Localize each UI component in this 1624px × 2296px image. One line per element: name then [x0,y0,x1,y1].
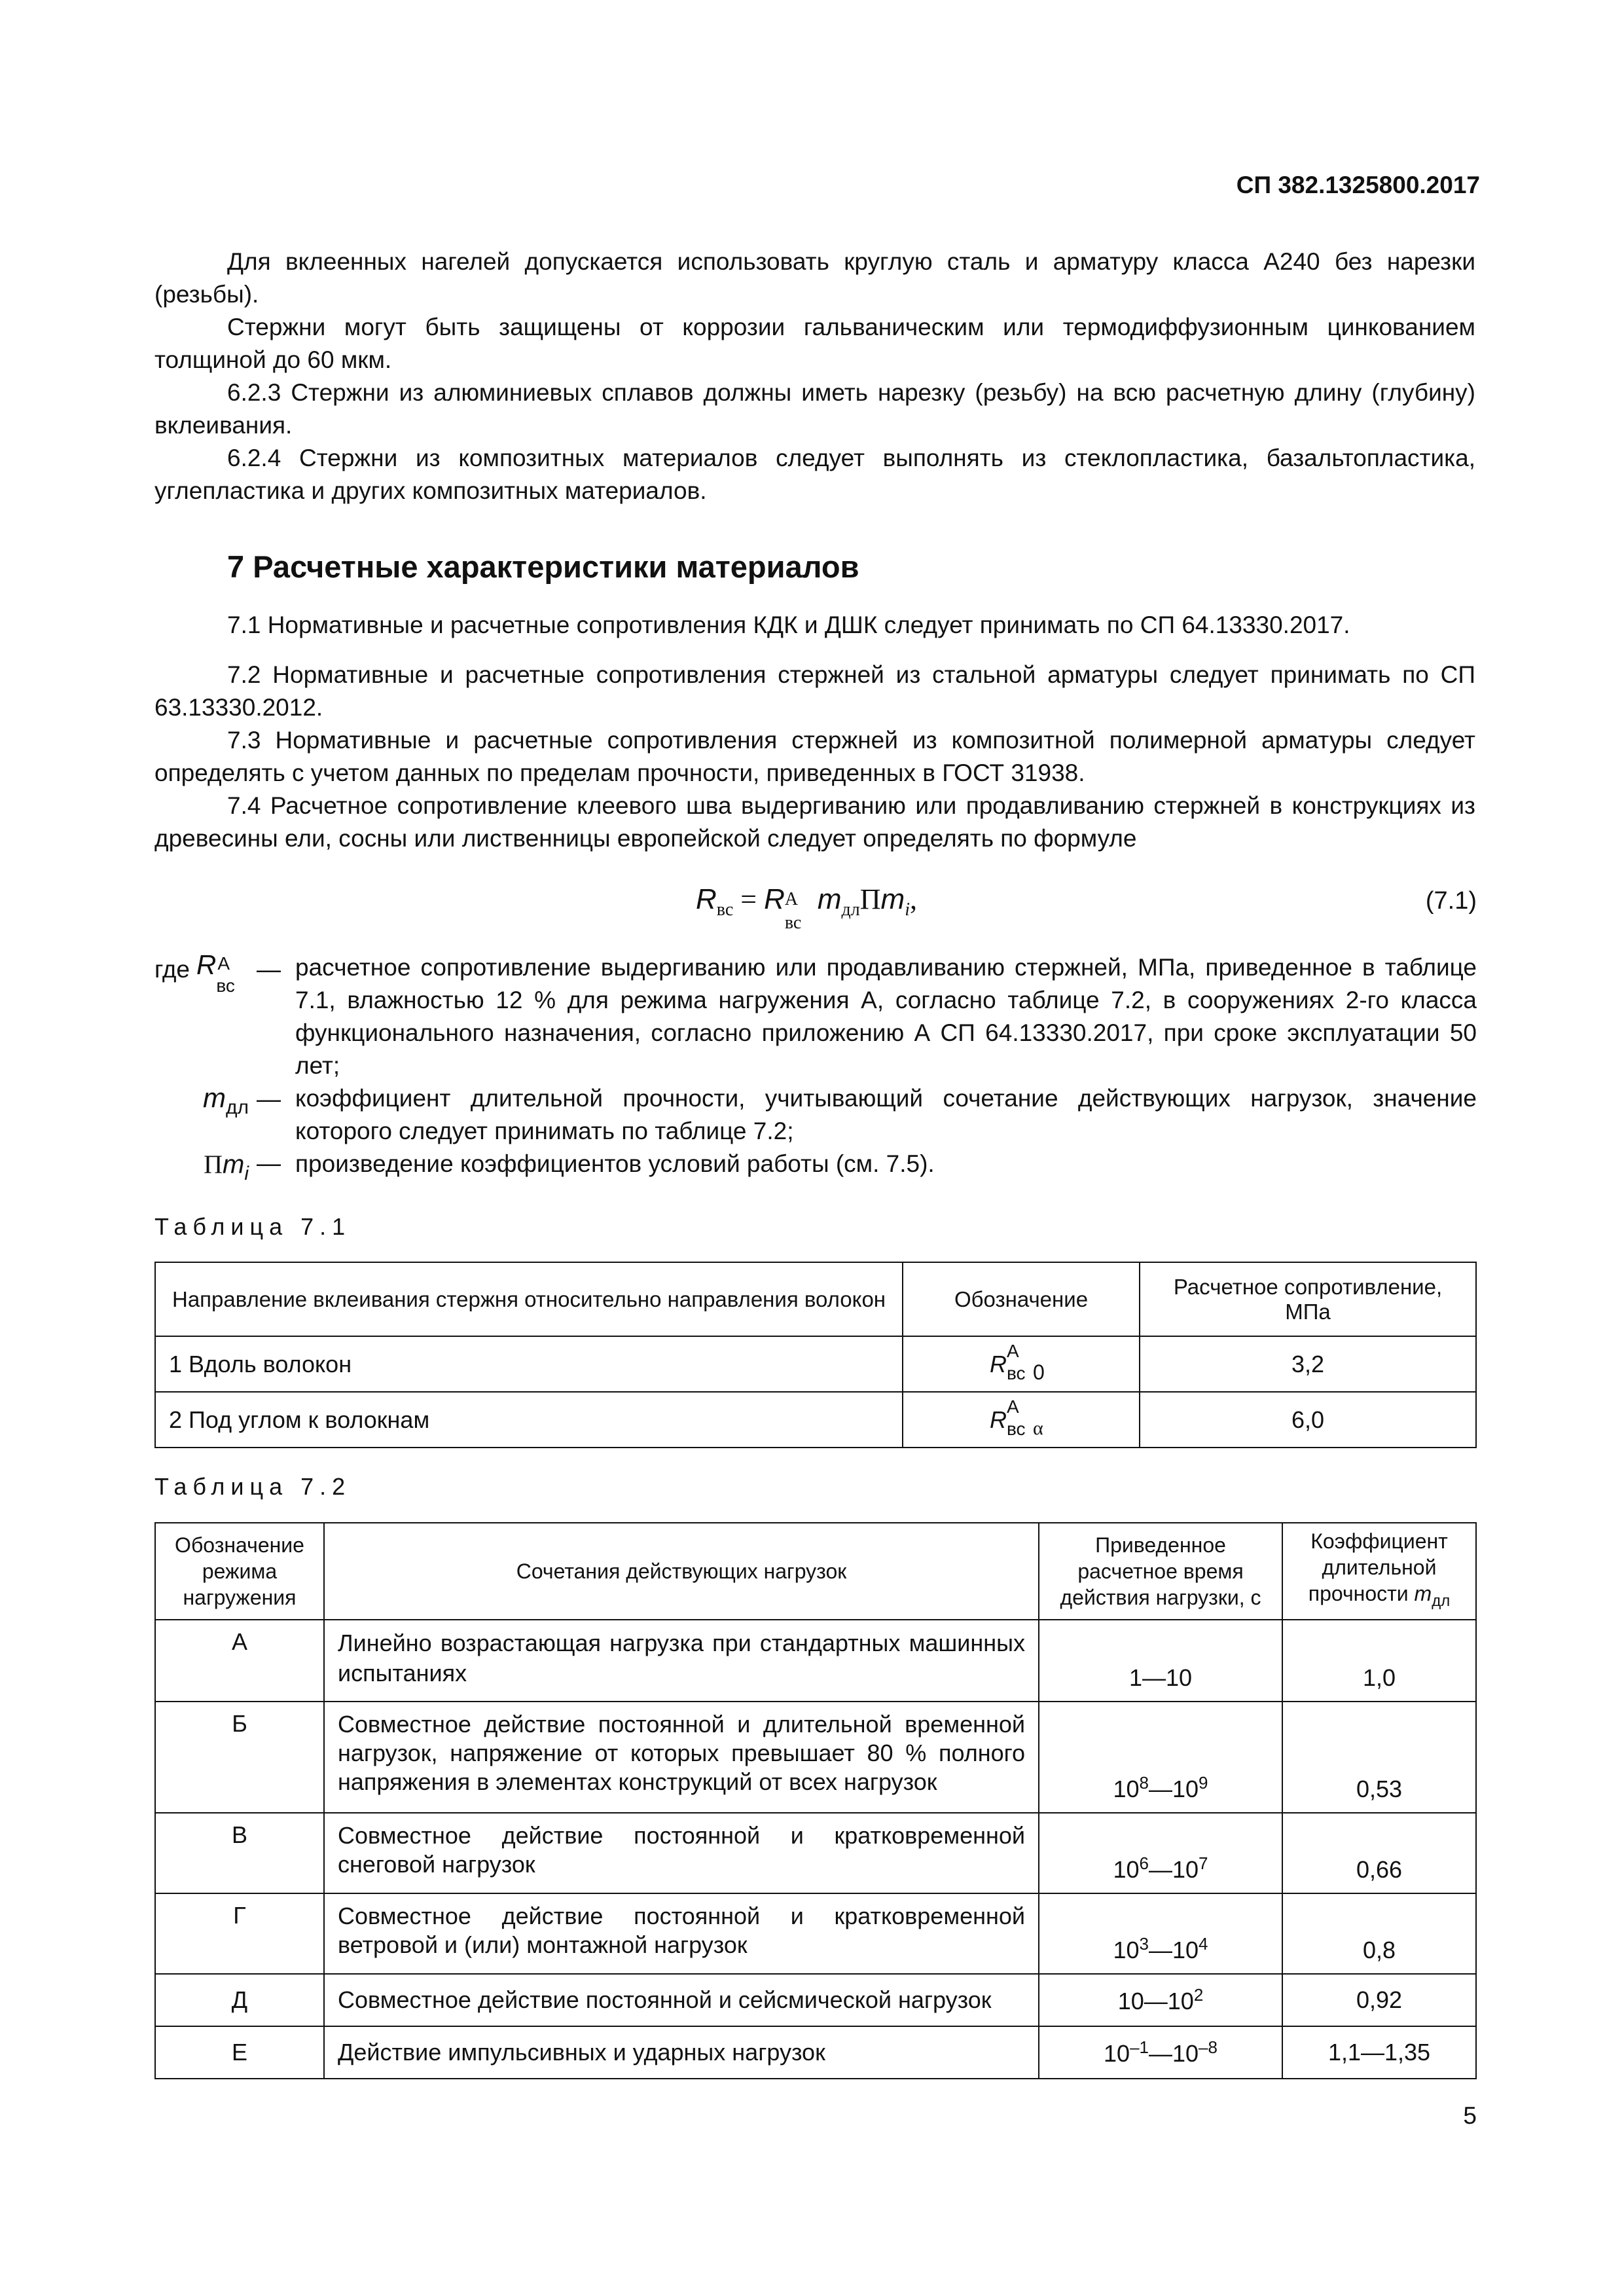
table-7-1 [154,1262,1477,1448]
table-7-2-header-time: Приведенное расчетное время действия нагрузки, с [1039,1523,1282,1620]
table-7-1-header-row [155,1262,1476,1336]
table-7-2-mode: В [155,1813,324,1893]
document-code: СП 382.1325800.2017 [1236,172,1480,198]
time-base-2: —10 [1149,1856,1199,1883]
table-7-1-header-value: Расчетное сопротивление, МПа [1140,1262,1476,1336]
table-7-2-time [1039,1702,1282,1813]
table-7-2 [154,1522,1477,2079]
table-7-1-caption: Таблица 7.1 [154,1213,352,1240]
time-base-2: —10 [1149,2040,1199,2067]
formula-product: Π [859,883,881,915]
time-base-1: 10 [1113,1937,1140,1963]
where-dash-3: — [257,1150,281,1176]
table-7-2-time [1039,1893,1282,1974]
table-7-1-direction: 1 Вдоль волокон [155,1336,903,1392]
time-exp-2: 2 [1193,1985,1204,2005]
where-term-mdl: $m_{дл}$ [202,1082,249,1118]
formula-r-sup: A [784,889,799,909]
table-7-2-combo: Совместное действие постоянной и кратковременной снеговой нагрузок [324,1813,1039,1893]
table-7-2-header-coef-label: Коэффициент длительной прочности [1308,1529,1448,1605]
table-7-2-mode: Д [155,1974,324,2026]
symbol-base: R [990,1406,1007,1433]
symbol-sup: A [1007,1396,1019,1417]
table-7-2-combo: Совместное действие постоянной и сейсмической нагрузок [324,1974,1039,2026]
paragraph-7-1: 7.1 Нормативные и расчетные сопротивления КДК и ДШК следует принимать по СП 64.13330.2017. [227,611,1350,638]
formula-m-sub: дл [841,900,860,920]
table-7-2-coef: 0,92 [1282,1974,1476,2026]
symbol-index: 0 [1033,1360,1045,1384]
table-row [155,1702,1476,1813]
table-7-1-header-direction: Направление вклеивания стержня относительно направления волокон [155,1262,903,1336]
formula-number: (7.1) [1425,887,1477,915]
time-base-1: 1—10 [1128,1664,1193,1691]
time-exp-2: –8 [1199,2037,1218,2057]
table-row [155,1336,1476,1392]
where-term-rvs: R A вс [196,949,235,996]
where-intro: где [154,956,190,983]
table-7-2-coef: 1,1—1,35 [1282,2026,1476,2079]
time-exp-1: –1 [1130,2037,1149,2057]
formula-equals: = [740,883,757,915]
coef-symbol-sub: дл [1432,1592,1451,1610]
table-7-1-value: 3,2 [1140,1336,1476,1392]
formula-mi-sub: i [905,900,910,920]
formula-lhs: R [696,883,717,915]
where-desc-rvs: расчетное сопротивление выдергиванию или продавливанию стержней, МПа, приведенное в таблице 7.1, влажностью 12 % для режима нагружения А, согласно таблице 7.2, в сооружениях 2-го класса функционального назначения, согласно приложению А СП 64.13330.2017, при сроке эксплуатации 50 лет; [295,954,1477,1079]
formula-7-1 [696,883,917,933]
time-exp-2: 4 [1199,1934,1208,1954]
table-7-2-coef: 0,53 [1282,1702,1476,1813]
table-7-2-mode: А [155,1620,324,1702]
table-7-2-time [1039,1620,1282,1702]
table-7-2-coef: 0,8 [1282,1893,1476,1974]
paragraph-6-2-4: 6.2.4 Стержни из композитных материалов следует выполнять из стеклопластика, базальтопластика, углепластика и других композитных материалов. [154,445,1475,504]
table-7-2-combo: Действие импульсивных и ударных нагрузок [324,2026,1039,2079]
time-base-1: 10 [1113,1776,1140,1802]
table-7-2-coef: 1,0 [1282,1620,1476,1702]
table-row [155,1893,1476,1974]
time-exp-1: 6 [1139,1853,1149,1873]
table-7-2-mode: Г [155,1893,324,1974]
time-exp-2: 9 [1199,1773,1208,1793]
where-desc-mdl: коэффициент длительной прочности, учитывающий сочетание действующих нагрузок, значение которого следует принимать по таблице 7.2; [295,1085,1477,1144]
time-base-2: —10 [1149,1937,1199,1963]
paragraph-coating: Стержни могут быть защищены от коррозии гальваническим или термодиффузионным цинкованием толщиной до 60 мкм. [154,314,1475,373]
where-term-pmi: $\Pi m_i$ [204,1150,249,1184]
table-7-2-time [1039,2026,1282,2079]
table-7-2-mode: Е [155,2026,324,2079]
paragraph-7-3: 7.3 Нормативные и расчетные сопротивления стержней из композитной полимерной арматуры следует определять с учетом данных по пределам прочности, приведенных в ГОСТ 31938. [154,727,1475,786]
formula-r: R [764,883,785,915]
formula-lhs-sub: вс [716,900,734,920]
formula-m: m [817,883,842,915]
table-7-2-header-coef [1282,1523,1476,1620]
symbol-sub: вс [1007,1362,1026,1383]
table-7-1-symbol [903,1336,1140,1392]
table-row [155,1620,1476,1702]
table-row [155,1813,1476,1893]
paragraph-dowels: Для вклеенных нагелей допускается использовать круглую сталь и арматуру класса А240 без нарезки (резьбы). [154,248,1475,308]
table-7-2-header-row [155,1523,1476,1620]
symbol-base: R [990,1350,1007,1377]
time-exp-2: 7 [1199,1853,1208,1873]
time-base-1: 10 [1113,1856,1140,1883]
table-7-2-header-mode: Обозначение режима нагружения [155,1523,324,1620]
paragraph-7-4: 7.4 Расчетное сопротивление клеевого шва выдергиванию или продавливанию стержней в конструкциях из древесины ели, сосны или лиственницы европейской следует определять по формуле [154,792,1475,852]
table-7-2-time [1039,1813,1282,1893]
time-exp-1: 3 [1139,1934,1149,1954]
time-base-2: —10 [1149,1776,1199,1802]
table-7-1-direction: 2 Под углом к волокнам [155,1392,903,1448]
paragraph-6-2-3: 6.2.3 Стержни из алюминиевых сплавов должны иметь нарезку (резьбу) на всю расчетную длину (глубину) вклеивания. [154,379,1475,439]
symbol-index: α [1033,1417,1043,1439]
symbol-sup: A [1007,1340,1019,1361]
table-7-2-header-combo: Сочетания действующих нагрузок [324,1523,1039,1620]
time-base-1: 10 [1104,2040,1130,2067]
table-row [155,1974,1476,2026]
where-desc-pmi: произведение коэффициентов условий работы (см. 7.5). [295,1150,935,1177]
time-base-1: 10—10 [1117,1988,1194,2014]
where-dash-2: — [257,1085,281,1112]
formula-r-sub: вс [784,913,802,933]
table-7-2-combo: Совместное действие постоянной и длительной временной нагрузок, напряжение от которых превышает 80 % полного напряжения в элементах конструкций от всех нагрузок [324,1702,1039,1813]
table-7-1-symbol [903,1392,1140,1448]
symbol-sub: вс [1007,1418,1026,1439]
table-7-2-combo: Линейно возрастающая нагрузка при стандартных машинных испытаниях [324,1620,1039,1702]
time-exp-1: 8 [1139,1773,1149,1793]
page-number: 5 [1463,2102,1477,2129]
section-heading: 7 Расчетные характеристики материалов [227,549,859,584]
table-7-1-header-symbol: Обозначение [903,1262,1140,1336]
table-7-2-mode: Б [155,1702,324,1813]
coef-symbol: m [1414,1582,1432,1605]
table-7-2-combo: Совместное действие постоянной и кратковременной ветровой и (или) монтажной нагрузок [324,1893,1039,1974]
table-7-2-time [1039,1974,1282,2026]
formula-mi: m [880,883,905,915]
table-7-1-value: 6,0 [1140,1392,1476,1448]
table-row [155,1392,1476,1448]
table-row [155,2026,1476,2079]
table-7-2-caption: Таблица 7.2 [154,1473,352,1500]
where-dash-1: — [257,956,281,983]
table-7-2-coef: 0,66 [1282,1813,1476,1893]
paragraph-7-2: 7.2 Нормативные и расчетные сопротивления стержней из стальной арматуры следует принимать по СП 63.13330.2012. [154,661,1475,721]
formula-comma: , [909,883,917,915]
